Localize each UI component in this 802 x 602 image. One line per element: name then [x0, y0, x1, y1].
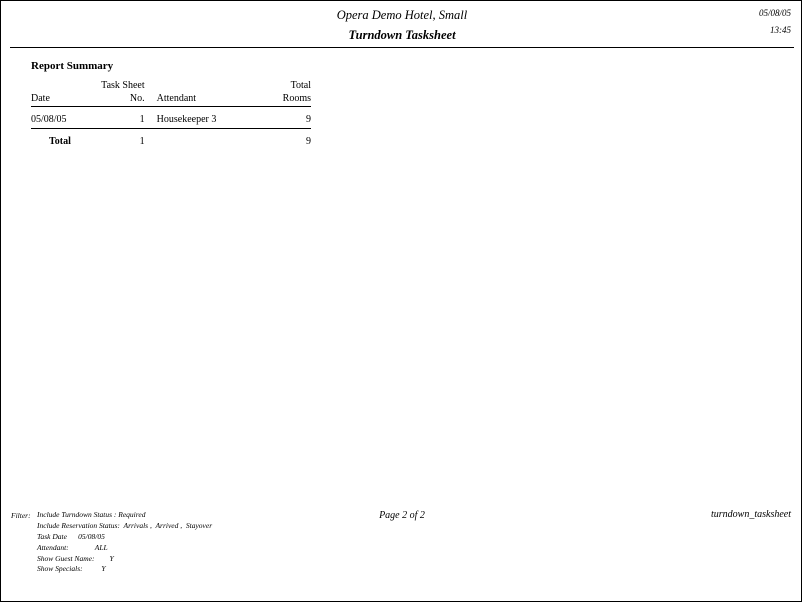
filter-item-show-guest-name: Show Guest Name: Y [37, 553, 114, 563]
table-total-row [31, 129, 311, 151]
total-attendant-blank [151, 129, 266, 151]
header-date: 05/08/05 [758, 8, 791, 18]
cell-tasksheet-no: 1 [95, 107, 150, 129]
filter-item-reservation-status: Include Reservation Status: Arrivals , Arrived , Stayover [37, 520, 213, 530]
header-time: 13:45 [770, 25, 791, 35]
table-row [31, 107, 311, 129]
total-rooms: 9 [306, 136, 311, 148]
report-summary-heading: Report Summary [31, 60, 114, 72]
filter-label: Filter: [11, 511, 31, 520]
report-id: turndown_tasksheet [711, 509, 791, 520]
page-number: Page 2 of 2 [379, 510, 425, 521]
report-footer [1, 501, 802, 601]
col-date: Date [31, 93, 95, 107]
col-attendant: Attendant [151, 93, 266, 107]
report-title: Turndown Tasksheet [348, 28, 456, 42]
col-attendant-top [151, 80, 266, 93]
filter-item-show-specials: Show Specials: Y [37, 564, 106, 574]
header-divider [10, 47, 794, 48]
total-label: Total [49, 136, 71, 148]
filter-item-attendant: Attendant: ALL [37, 542, 108, 552]
report-header [1, 1, 802, 47]
col-total-line2: Rooms [265, 93, 311, 107]
summary-table-body [31, 107, 311, 151]
cell-attendant: Housekeeper 3 [151, 107, 266, 129]
total-tasksheet-no: 1 [139, 136, 145, 148]
summary-header-top [31, 80, 311, 93]
summary-table-head [31, 80, 311, 107]
col-total-line1: Total [290, 80, 311, 91]
col-tasksheet-line2: No. [95, 93, 150, 107]
report-summary-section [31, 60, 316, 150]
col-date-top [31, 80, 95, 93]
col-tasksheet-line1: Task Sheet [101, 80, 145, 91]
filter-item-turndown-status: Include Turndown Status : Required [37, 510, 146, 519]
filter-item-task-date: Task Date 05/08/05 [37, 531, 105, 541]
summary-header-bottom [31, 93, 311, 107]
hotel-name: Opera Demo Hotel, Small [336, 8, 468, 22]
summary-table [31, 80, 311, 150]
cell-total-rooms: 9 [265, 107, 311, 129]
cell-date: 05/08/05 [31, 107, 95, 129]
